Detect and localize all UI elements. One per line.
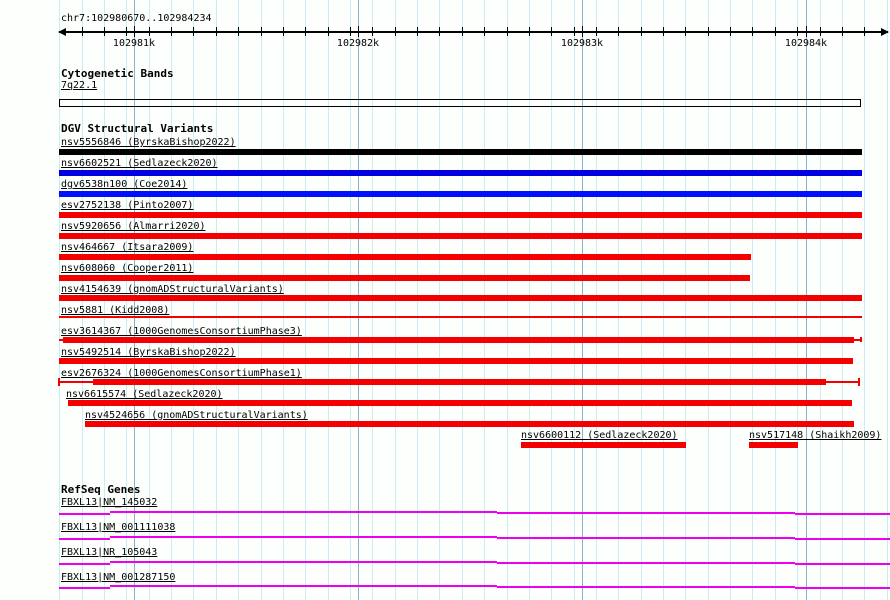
variant-label[interactable]: nsv6600112 (Sedlazeck2020) [521, 430, 678, 441]
gene-label[interactable]: FBXL13|NM_001287150 [61, 572, 176, 583]
variant-label[interactable]: nsv4524656 (gnomADStructuralVariants) [85, 410, 308, 421]
variant-label[interactable]: nsv517148 (Shaikh2009) [749, 430, 882, 441]
dgv-section-title: DGV Structural Variants [61, 122, 214, 135]
variant-label[interactable]: esv2752138 (Pinto2007) [61, 200, 194, 211]
region-title: chr7:102980670..102984234 [61, 13, 212, 24]
variant-label[interactable]: nsv5556846 (ByrskaBishop2022) [61, 137, 236, 148]
gene-label[interactable]: FBXL13|NR_105043 [61, 547, 158, 558]
ruler-tick-label: 102981k [112, 38, 156, 49]
variant-label[interactable]: esv3614367 (1000GenomesConsortiumPhase3) [61, 326, 302, 337]
variant-label[interactable]: nsv4154639 (gnomADStructuralVariants) [61, 284, 284, 295]
variant-label[interactable]: esv2676324 (1000GenomesConsortiumPhase1) [61, 368, 302, 379]
variant-label[interactable]: nsv5492514 (ByrskaBishop2022) [61, 347, 236, 358]
gene-label[interactable]: FBXL13|NM_145032 [61, 497, 158, 508]
cytobands-section-title: Cytogenetic Bands [61, 67, 174, 80]
variant-label[interactable]: nsv6602521 (Sedlazeck2020) [61, 158, 218, 169]
variant-label[interactable]: nsv464667 (Itsara2009) [61, 242, 194, 253]
variant-label[interactable]: nsv5881 (Kidd2008) [61, 305, 170, 316]
variant-label[interactable]: nsv608060 (Cooper2011) [61, 263, 194, 274]
gene-label[interactable]: FBXL13|NM_001111038 [61, 522, 176, 533]
variant-label[interactable]: nsv6615574 (Sedlazeck2020) [66, 389, 223, 400]
ruler-tick-label: 102982k [336, 38, 380, 49]
variant-label[interactable]: dgv6538n100 (Coe2014) [61, 179, 188, 190]
variant-label[interactable]: nsv5920656 (Almarri2020) [61, 221, 206, 232]
ruler-tick-label: 102983k [560, 38, 604, 49]
cytoband-label[interactable]: 7q22.1 [61, 80, 98, 91]
refseq-section-title: RefSeq Genes [61, 483, 141, 496]
ruler-tick-label: 102984k [784, 38, 828, 49]
